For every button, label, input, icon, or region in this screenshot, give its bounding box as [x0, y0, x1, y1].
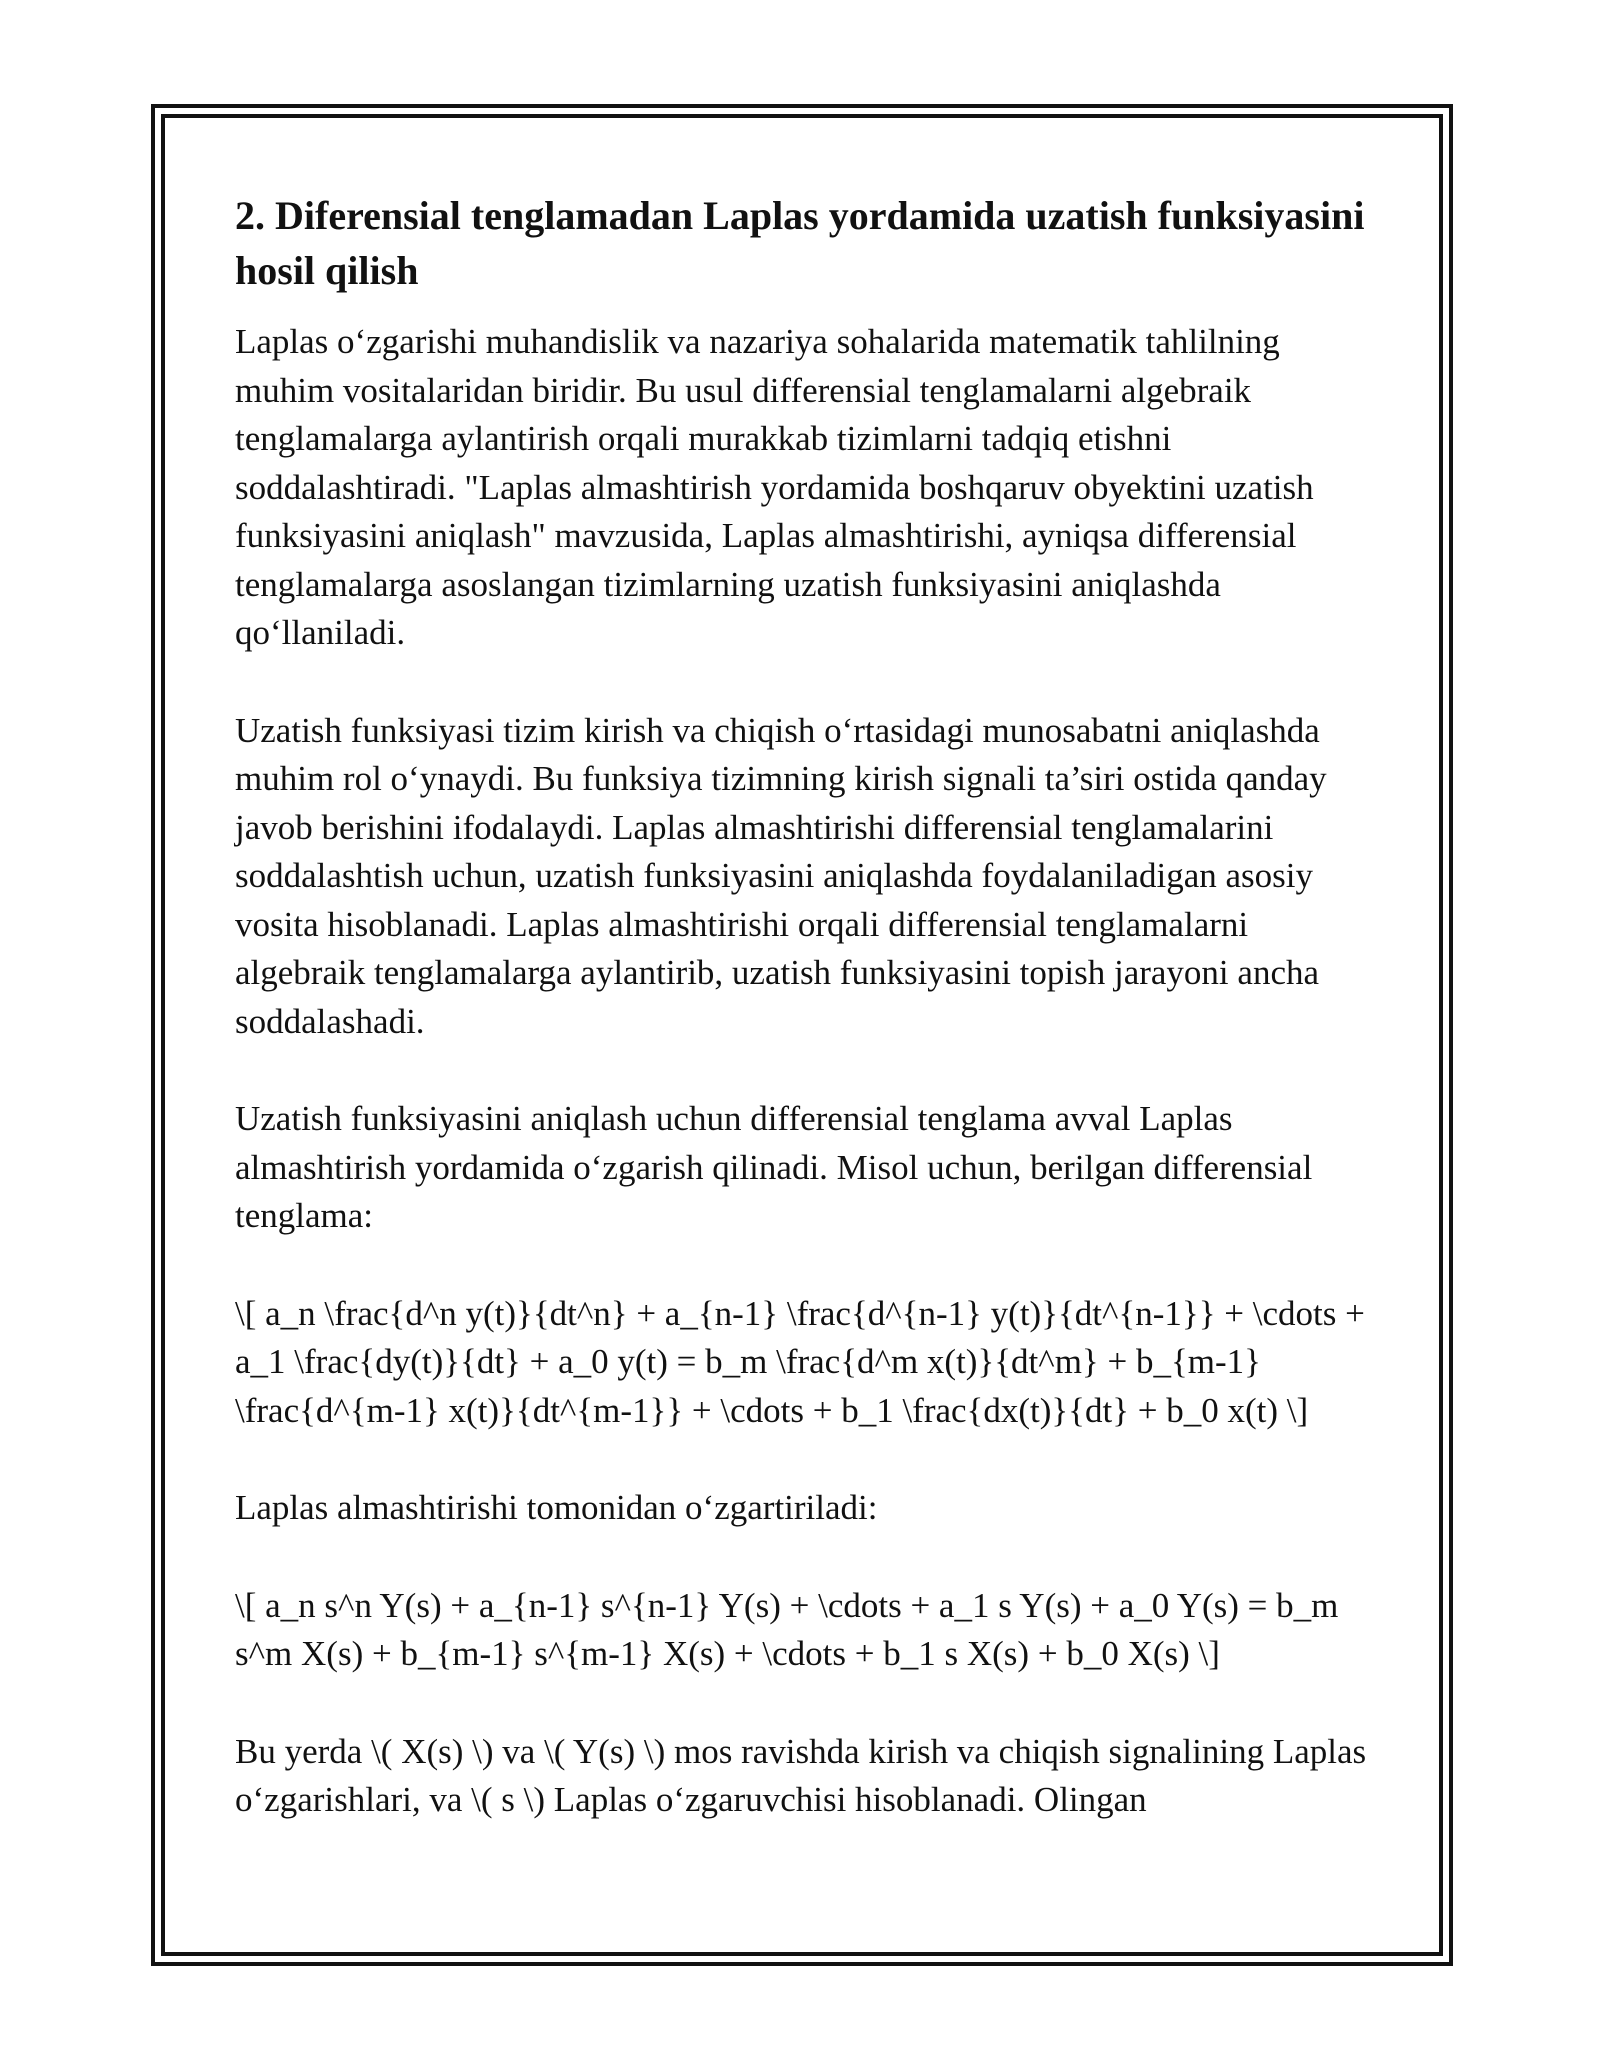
equation-laplace: \[ a_n s^n Y(s) + a_{n-1} s^{n-1} Y(s) + \cdots + a_1 s Y(s) + a_0 Y(s) = b_m s^m X(s) + b_{m-1} s^{m-1} X(s) + \cdots + b_1 s X(s) + b_0 X(s) \]	[235, 1585, 1339, 1673]
document-body	[235, 188, 1375, 1825]
paragraph-transfer-function: Uzatish funksiyasi tizim kirish va chiqish o‘rtasidagi munosabatni aniqlashda muhim rol o‘ynaydi. Bu funksiya tizimning kirish signali ta’siri ostida qanday javob berishini ifodalaydi. Laplas almashtirishi differensial tenglamalarini soddalashtish uchun, uzatish funksiyasini aniqlashda foydalaniladigan asosiy vosita hisoblanadi. Laplas almashtirishi orqali differensial tenglamalarni algebraik tenglamalarga aylantirib, uzatish funksiyasini topish jarayoni ancha soddalashadi.	[235, 710, 1327, 1041]
section-heading: 2. Diferensial tenglamadan Laplas yordamida uzatish funksiyasini hosil qilish	[235, 193, 1365, 293]
paragraph-procedure: Uzatish funksiyasini aniqlash uchun differensial tenglama avval Laplas almashtirish yordamida o‘zgarish qilinadi. Misol uchun, berilgan differensial tenglama:	[235, 1099, 1313, 1235]
paragraph-intro: Laplas o‘zgarishi muhandislik va nazariya sohalarida matematik tahlilning muhim vositalaridan biridir. Bu usul differensial tenglamalarni algebraik tenglamalarga aylantirish orqali murakkab tizimlarni tadqiq etishni soddalashtiradi. "Laplas almashtirish yordamida boshqaruv obyektini uzatish funksiyasini aniqlash" mavzusida, Laplas almashtirishi, ayniqsa differensial tenglamalarga asoslangan tizimlarning uzatish funksiyasini aniqlashda qo‘llaniladi.	[235, 322, 1314, 652]
equation-differential: \[ a_n \frac{d^n y(t)}{dt^n} + a_{n-1} \frac{d^{n-1} y(t)}{dt^{n-1}} + \cdots + a_1 \frac{dy(t)}{dt} + a_0 y(t) = b_m \frac{d^m x(t)}{dt^m} + b_{m-1} \frac{d^{m-1} x(t)}{dt^{m-1}} + \cdots + b_1 \frac{dx(t)}{dt} + b_0 x(t) \]	[235, 1293, 1365, 1430]
paragraph-definitions: Bu yerda \( X(s) \) va \( Y(s) \) mos ravishda kirish va chiqish signalining Laplas o‘zgarishlari, va \( s \) Laplas o‘zgaruvchisi hisoblanadi. Olingan	[235, 1731, 1367, 1819]
paragraph-transform-note: Laplas almashtirishi tomonidan o‘zgartiriladi:	[235, 1488, 878, 1527]
